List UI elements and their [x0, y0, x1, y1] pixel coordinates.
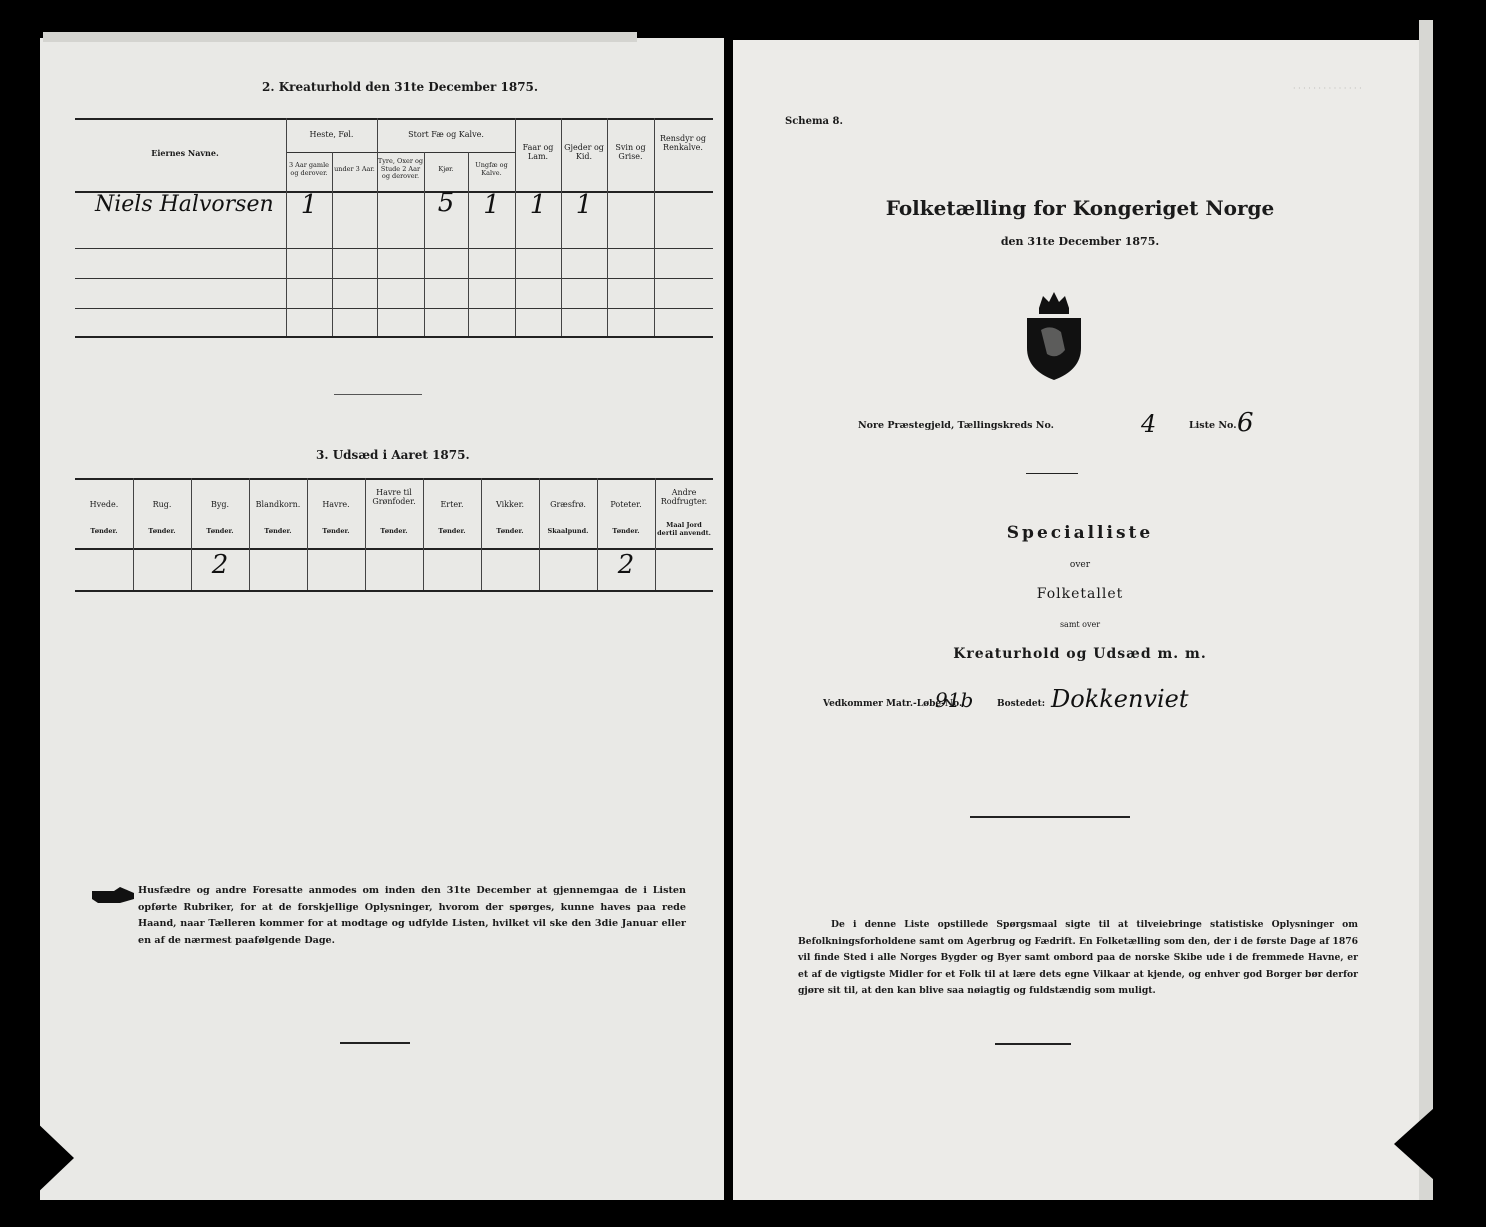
bosted-value: Dokkenviet: [1051, 685, 1189, 713]
udsaed-column-name: Havre.: [322, 500, 350, 509]
udsaed-value: 2: [617, 550, 635, 580]
udsaed-value: 2: [211, 550, 229, 580]
ghost-text: · · · · · · · · · · · · · ·: [1293, 84, 1362, 93]
udsaed-column-unit: Tønder.: [612, 527, 640, 535]
matr-number: 91b: [935, 688, 974, 712]
binding-hole: [32, 1118, 74, 1198]
page-edge: [43, 32, 637, 42]
column-divider: [377, 118, 378, 336]
divider: [970, 816, 1130, 818]
udsaed-column-unit: Tønder.: [264, 527, 292, 535]
udsaed-column-name: Græsfrø.: [550, 500, 586, 509]
district-number: 4: [1141, 410, 1157, 438]
column-divider: [607, 118, 608, 336]
udsaed-column-name: Erter.: [440, 500, 464, 509]
column-divider: [286, 118, 287, 336]
udsaed-column-name: Hvede.: [89, 500, 119, 509]
right-page: [733, 40, 1427, 1200]
footer-text: De i denne Liste opstillede Spørgsmaal sigte til at tilveiebringe statistiske Oplysninger om Befolkningsforholdene samt om Agerbrug og Fædrift. En Folketælling som den, der i de første Dage af 1876 vil finde Sted i alle Norges Bygder og Byer samt ombord paa de norske Skibe ude i de fremmede Havne, er et af de vigtigste Midler for et Folk til at lære dets egne Vilkaar at kjende, og enhver god Borger bør derfor gjøre sit til, at den kan blive saa nøiagtig og fuldstændig som muligt.: [798, 919, 1358, 996]
udsaed-column-unit: Tønder.: [148, 527, 176, 535]
left-page: [40, 38, 724, 1200]
udsaed-column-unit: Tønder.: [90, 527, 118, 535]
schema-label: Schema 8.: [785, 116, 843, 127]
kreaturhold-heading: Kreaturhold og Udsæd m. m.: [953, 646, 1207, 662]
specialliste-heading: Specialliste: [1006, 523, 1154, 543]
divider: [334, 394, 422, 395]
faar-value: 1: [529, 190, 547, 220]
udsaed-column-unit: Tønder.: [206, 527, 234, 535]
svin-header: Svin og Grise.: [615, 143, 646, 161]
column-divider: [561, 118, 562, 336]
notice-text: Husfædre og andre Foresatte anmodes om inden den 31te December at gjennemgaa de i Listen opførte Rubriker, for at de forskjellige Oplysninger, hvorom der spørges, kunne haves paa rede Haand, naar Tælleren kommer for at modtage og udfylde Listen, hvilket vil ske den 3die Januar eller en af de nærmest paafølgende Dage.: [138, 885, 686, 946]
owner-name: Niels Halvorsen: [95, 192, 274, 217]
udsaed-column-unit: Tønder.: [322, 527, 350, 535]
main-subtitle: den 31te December 1875.: [1000, 235, 1160, 248]
pointing-hand-icon: [90, 885, 136, 907]
liste-number: 6: [1237, 408, 1254, 438]
main-title: Folketælling for Kongeriget Norge: [885, 196, 1275, 220]
subheader-rule: [286, 152, 515, 153]
row-rule: [75, 308, 713, 309]
udsaed-column-name: Byg.: [210, 500, 230, 509]
over-label: over: [1069, 560, 1091, 570]
heste-header: Heste, Føl.: [309, 130, 354, 139]
stort-sub-kjor: Kjør.: [438, 165, 454, 173]
column-divider: [468, 152, 469, 336]
column-divider: [332, 152, 333, 336]
row-rule: [75, 278, 713, 279]
udsaed-title: 3. Udsæd i Aaret 1875.: [316, 448, 470, 462]
stort-fae-header: Stort Fæ og Kalve.: [408, 130, 484, 139]
udsaed-top-rule: [75, 478, 713, 480]
udsaed-column-name: Blandkorn.: [255, 500, 301, 509]
owner-header: Eiernes Navne.: [151, 148, 219, 158]
kjor-value: 5: [437, 188, 455, 218]
coat-of-arms-icon: [1021, 290, 1087, 382]
udsaed-column-unit: Maal Jord dertil anvendt.: [657, 521, 711, 537]
udsaed-column-name: Havre til Grønfoder.: [372, 488, 416, 506]
divider: [340, 1042, 410, 1044]
udsaed-column-name: Poteter.: [610, 500, 642, 509]
folketallet-heading: Folketallet: [1036, 586, 1124, 602]
udsaed-column-name: Andre Rodfrugter.: [660, 488, 708, 506]
stort-sub-ungfae: Ungfæ og Kalve.: [475, 161, 508, 177]
district-label: Nore Præstegjeld, Tællingskreds No.: [858, 420, 1054, 431]
column-divider: [515, 118, 516, 336]
ungfae-value: 1: [483, 190, 500, 220]
stort-sub-tyre: Tyre, Oxer og Stude 2 Aar og derover.: [377, 157, 424, 180]
heste-sub-under3: under 3 Aar.: [334, 165, 375, 173]
column-divider: [424, 152, 425, 336]
rensdyr-header: Rensdyr og Renkalve.: [660, 134, 706, 152]
udsaed-column-unit: Tønder.: [496, 527, 524, 535]
udsaed-column-unit: Tønder.: [380, 527, 408, 535]
divider: [1026, 473, 1078, 474]
kreaturhold-title: 2. Kreaturhold den 31te December 1875.: [262, 80, 539, 94]
udsaed-column-unit: Skaalpund.: [547, 527, 589, 535]
gjeder-header: Gjeder og Kid.: [564, 143, 604, 161]
udsaed-bottom-rule: [75, 590, 713, 592]
udsaed-column-unit: Tønder.: [438, 527, 466, 535]
heste-3aar-value: 1: [300, 190, 318, 220]
faar-header: Faar og Lam.: [522, 143, 554, 161]
row-rule: [75, 248, 713, 249]
binding-hole: [1394, 1108, 1434, 1180]
bosted-label: Bostedet:: [997, 699, 1046, 709]
heste-sub-3aar: 3 Aar gamle og derover.: [288, 161, 330, 177]
samt-over-label: samt over: [1059, 620, 1101, 629]
table-top-rule: [75, 118, 713, 120]
divider: [995, 1043, 1071, 1045]
liste-label: Liste No.: [1189, 420, 1237, 431]
matr-label: Vedkommer Matr.-Løbe-No.: [823, 699, 963, 709]
gjeder-value: 1: [575, 190, 593, 220]
udsaed-column-name: Rug.: [152, 500, 172, 509]
table-bottom-rule: [75, 336, 713, 338]
udsaed-column-name: Vikker.: [495, 500, 525, 509]
